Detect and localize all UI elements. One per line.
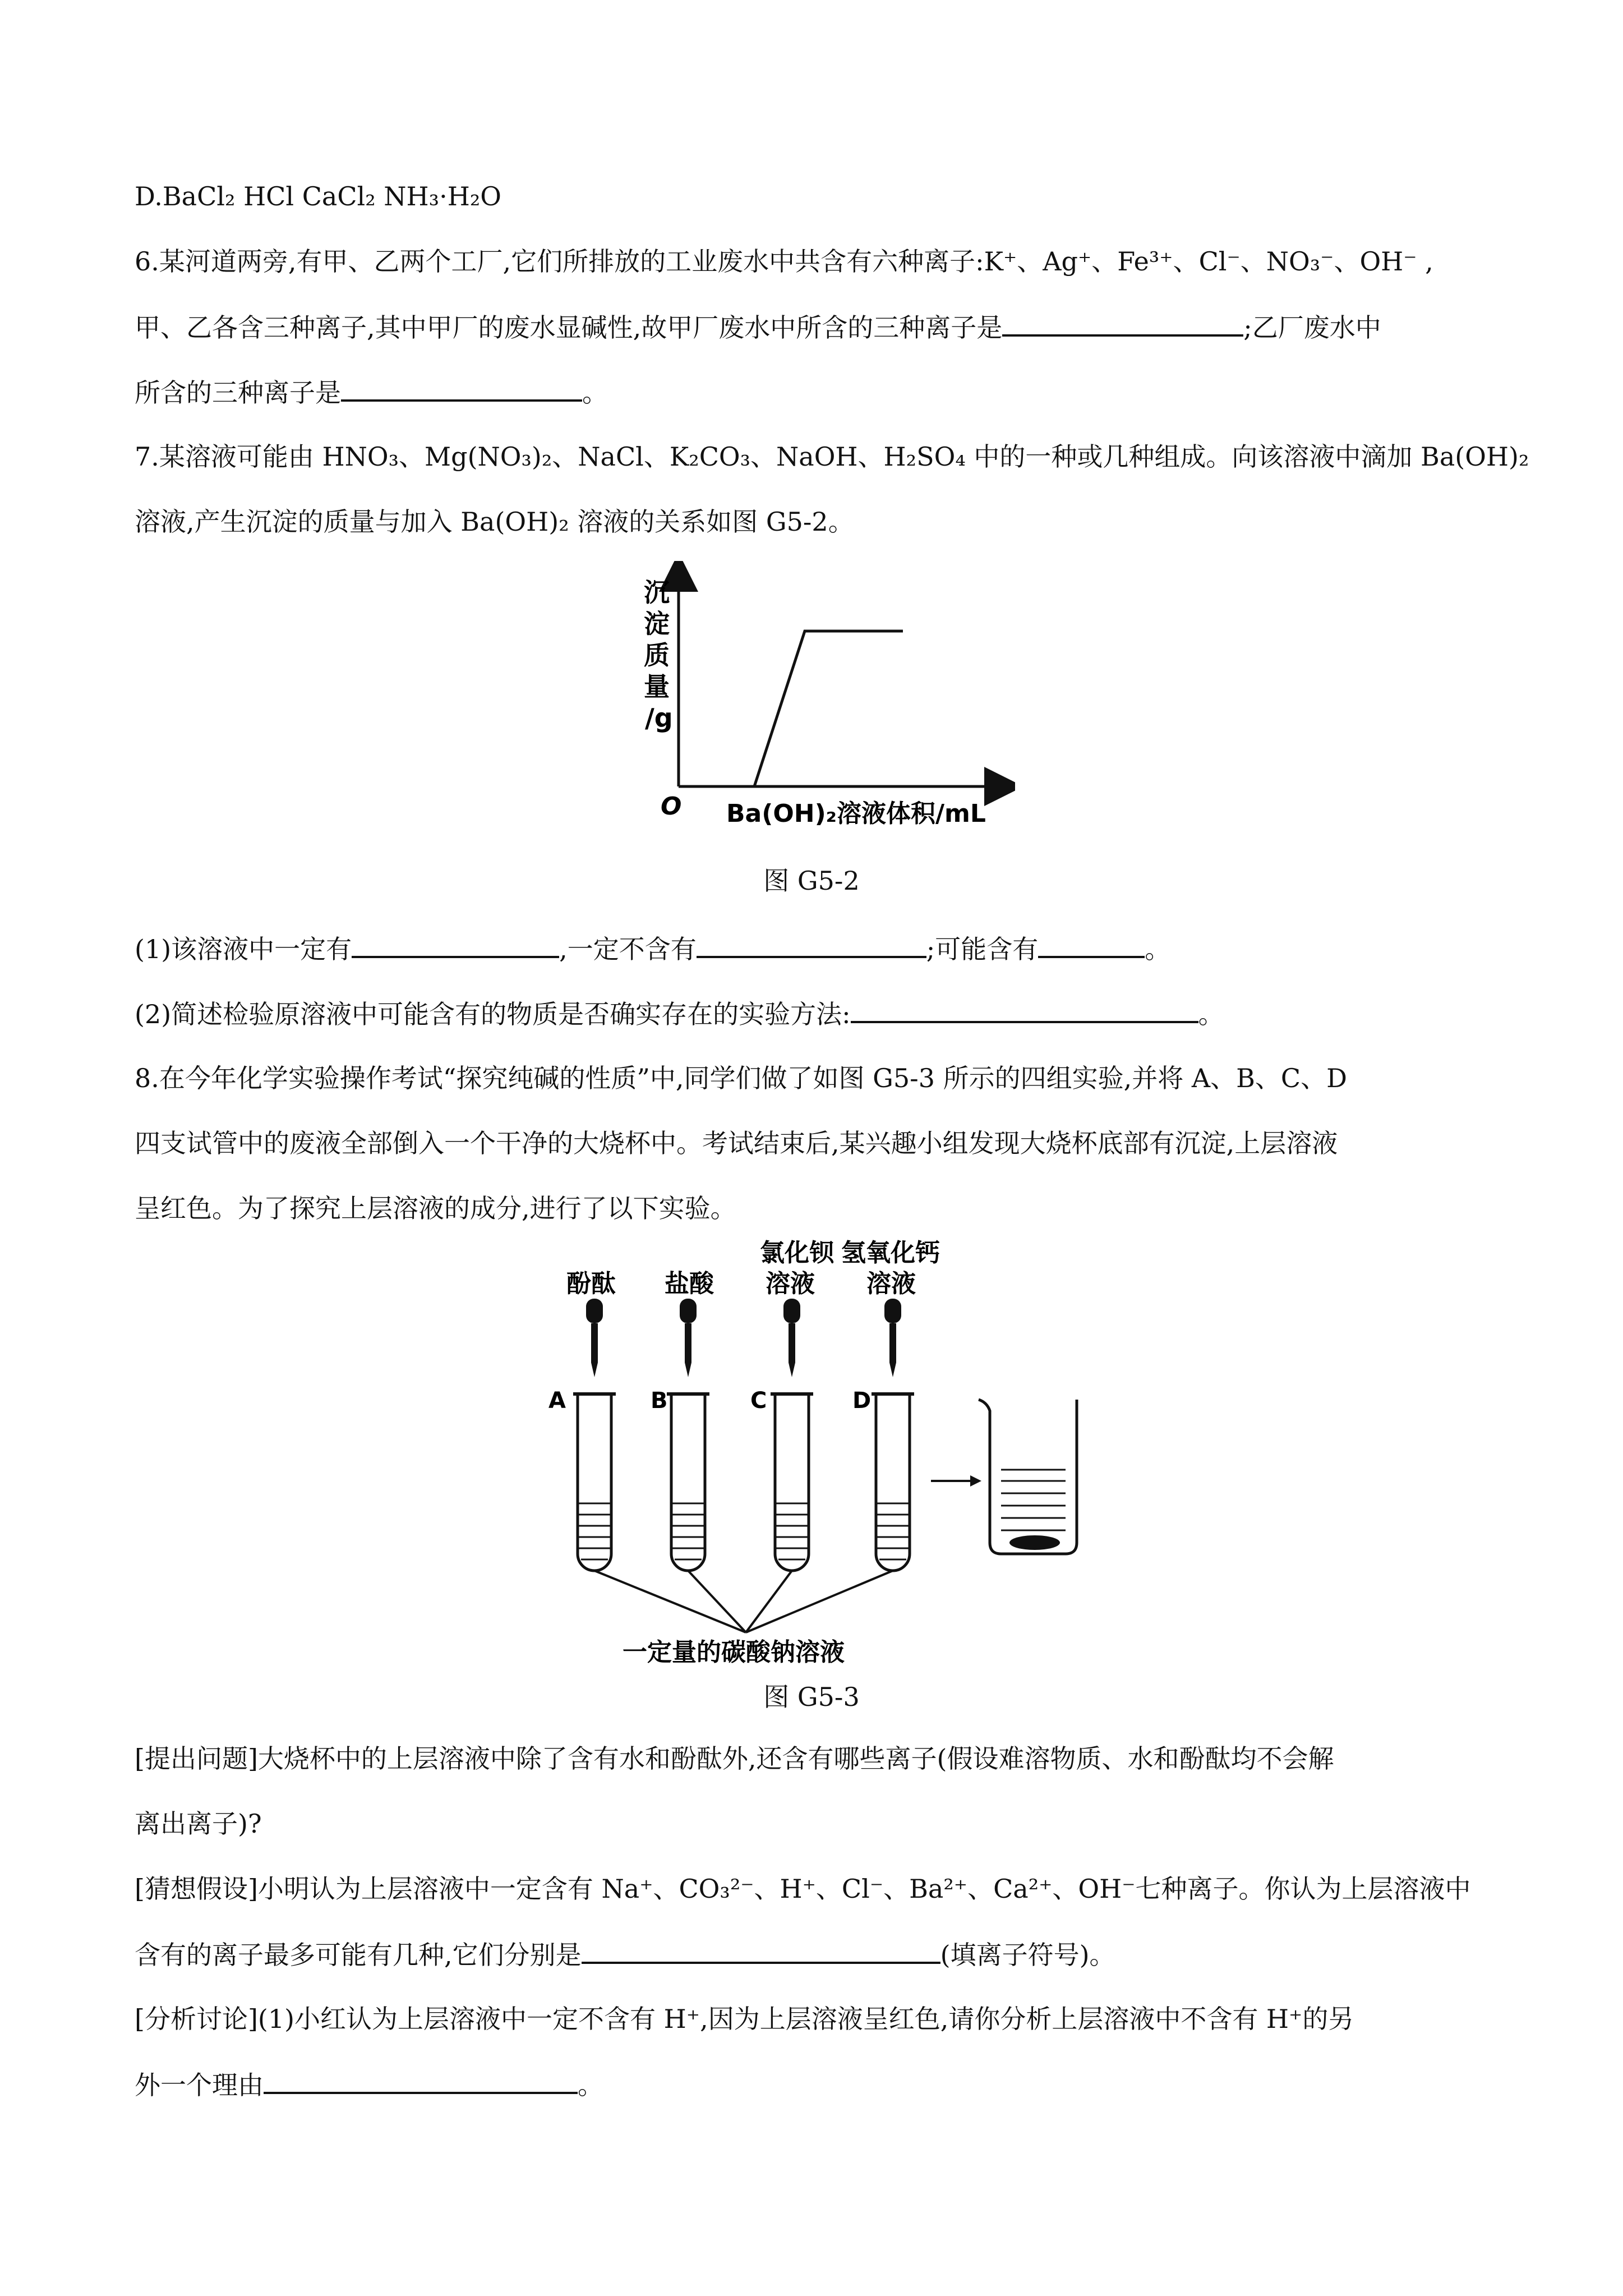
origin-label: O [661,792,682,821]
problem-statement-line-2: 离出离子)? [135,1809,262,1839]
tube-label: B [651,1388,668,1414]
test-tube-icon [573,1394,616,1571]
beaker-icon [979,1400,1077,1554]
text: (填离子符号)。 [940,1940,1115,1970]
question-8-line-2: 四支试管中的废液全部倒入一个干净的大烧杯中。考试结束后,某兴趣小组发现大烧杯底部有沉淀,上层溶液 [135,1128,1338,1158]
answer-blank[interactable] [1038,931,1145,958]
sodium-carbonate-label: 一定量的碳酸钠溶液 [623,1638,845,1666]
arrow-icon [931,1475,981,1487]
problem-statement-line-1: [提出问题]大烧杯中的上层溶液中除了含有水和酚酞外,还含有哪些离子(假设难溶物质、水和酚酞均不会解 [135,1743,1334,1774]
question-8-line-1: 8.在今年化学实验操作考试“探究纯碱的性质”中,同学们做了如图 G5-3 所示的四组实验,并将 A、B、C、D [135,1063,1347,1093]
answer-blank[interactable] [264,2067,578,2094]
text: 。 [582,378,608,408]
option-d-line: D.BaCl₂ HCl CaCl₂ NH₃·H₂O [135,181,501,211]
y-label-char: 淀 [644,609,670,639]
precipitate [1009,1535,1060,1550]
y-label-unit: /g [645,703,673,733]
answer-blank[interactable] [341,375,582,402]
figure-g5-2-caption: 图 G5-2 [763,866,860,896]
question-7-line-1: 7.某溶液可能由 HNO₃、Mg(NO₃)₂、NaCl、K₂CO₃、NaOH、H₂SO₄ 中的一种或几种组成。向该溶液中滴加 Ba(OH)₂ [135,441,1529,472]
bracket-lines [594,1571,893,1632]
answer-blank[interactable] [851,996,1198,1023]
reagent-label: 氢氧化钙 [841,1240,940,1267]
tube-label: C [750,1388,767,1414]
y-label-char: 量 [644,671,670,702]
y-label-char: 质 [644,640,670,670]
hypothesis-line-1: [猜想假设]小明认为上层溶液中一定含有 Na⁺、CO₃²⁻、H⁺、Cl⁻、Ba²⁺、Ca²⁺、OH⁻七种离子。你认为上层溶液中 [135,1874,1471,1904]
question-6-line-1: 6.某河道两旁,有甲、乙两个工厂,它们所排放的工业废水中共含有六种离子:K⁺、Ag⁺、Fe³⁺、Cl⁻、NO₃⁻、OH⁻ , [135,246,1433,277]
figure-g5-3-apparatus [538,1240,1122,1666]
question-7-part-2 [135,996,1488,1031]
text: (2)简述检验原溶液中可能含有的物质是否确实存在的实验方法: [135,999,851,1029]
question-7-part-1 [135,931,1488,966]
reagent-label: 氯化钡 [760,1240,834,1267]
text: 含有的离子最多可能有几种,它们分别是 [135,1940,582,1970]
answer-blank[interactable] [697,931,926,958]
reagent-label: 盐酸 [665,1269,714,1298]
discussion-line-1: [分析讨论](1)小红认为上层溶液中一定不含有 H⁺,因为上层溶液呈红色,请你分析上层溶液中不含有 H⁺的另 [135,2004,1354,2034]
text: 所含的三种离子是 [135,378,341,408]
text: 。 [1198,999,1224,1029]
test-tube-icon [771,1394,813,1571]
text: (1)该溶液中一定有 [135,934,352,964]
tube-label: D [852,1388,872,1414]
hypothesis-line-2 [135,1937,1488,1972]
question-6-line-3 [135,375,1488,409]
dropper-icon [680,1299,697,1377]
question-7-line-2: 溶液,产生沉淀的质量与加入 Ba(OH)₂ 溶液的关系如图 G5-2。 [135,507,854,537]
text: ,一定不含有 [559,934,697,964]
dropper-icon [783,1299,800,1377]
y-label-char: 沉 [644,577,670,608]
answer-blank[interactable] [582,1937,940,1964]
text: ;可能含有 [926,934,1039,964]
figure-g5-2-chart [611,561,1015,853]
answer-blank[interactable] [352,931,559,958]
text: 。 [1145,934,1171,964]
x-axis-label: Ba(OH)₂溶液体积/mL [726,799,986,828]
reagent-label: 酚酞 [566,1269,616,1298]
question-6-line-2 [135,310,1488,344]
discussion-line-2 [135,2067,1488,2102]
question-8-line-3: 呈红色。为了探究上层溶液的成分,进行了以下实验。 [135,1193,736,1223]
text: ;乙厂废水中 [1243,312,1381,343]
test-tube-icon [667,1394,709,1571]
text: 外一个理由 [135,2070,264,2100]
text: 甲、乙各含三种离子,其中甲厂的废水显碱性,故甲厂废水中所含的三种离子是 [135,312,1003,343]
precipitate-curve [754,631,903,786]
figure-g5-3-caption: 图 G5-3 [763,1682,860,1712]
answer-blank[interactable] [1002,310,1243,337]
tube-label: A [548,1388,566,1414]
reagent-label: 溶液 [866,1269,916,1298]
text: 。 [578,2070,603,2100]
dropper-icon [586,1299,603,1377]
dropper-icon [884,1299,901,1377]
test-tube-icon [872,1394,914,1571]
reagent-label: 溶液 [766,1269,815,1298]
